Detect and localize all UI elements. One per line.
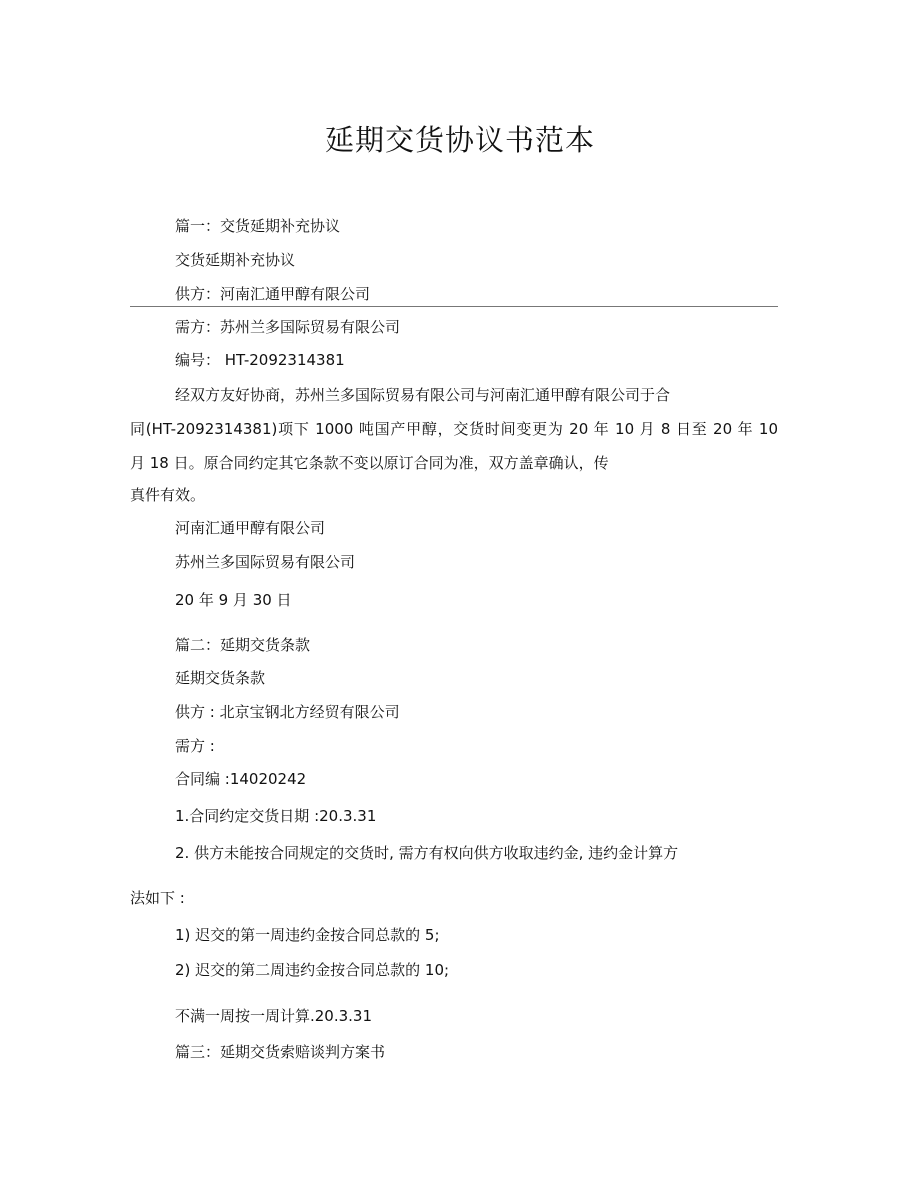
penalty-week-1: 1) 迟交的第一周违约金按合同总款的 5; bbox=[175, 926, 440, 944]
section1-subtitle: 交货延期补充协议 bbox=[175, 251, 296, 269]
supplier-line: 供方：河南汇通甲醇有限公司 bbox=[175, 285, 371, 303]
penalty-note: 不满一周按一周计算.20.3.31 bbox=[175, 1007, 373, 1025]
page-title: 延期交货协议书范本 bbox=[324, 123, 595, 157]
section2-heading: 篇二：延期交货条款 bbox=[175, 636, 311, 654]
clause-2: 2. 供方未能按合同规定的交货时, 需方有权向供方收取违约金, 违约金计算方 bbox=[175, 844, 679, 862]
contract-number: 编号： HT-2092314381 bbox=[175, 351, 345, 369]
body-line-4: 真件有效。 bbox=[130, 486, 206, 504]
clause-2-continued: 法如下 : bbox=[130, 889, 185, 907]
section2-contract: 合同编 :14020242 bbox=[175, 770, 307, 788]
buyer-line: 需方：苏州兰多国际贸易有限公司 bbox=[175, 318, 401, 336]
section2-subtitle: 延期交货条款 bbox=[175, 669, 266, 687]
header-divider bbox=[130, 306, 778, 307]
clause-1: 1.合同约定交货日期 :20.3.31 bbox=[175, 807, 377, 825]
body-line-3: 月 18 日。原合同约定其它条款不变以原订合同为准，双方盖章确认，传 bbox=[130, 454, 609, 472]
section2-supplier: 供方 : 北京宝钢北方经贸有限公司 bbox=[175, 703, 400, 721]
signature-supplier: 河南汇通甲醇有限公司 bbox=[175, 519, 326, 537]
body-line-1: 经双方友好协商，苏州兰多国际贸易有限公司与河南汇通甲醇有限公司于合 bbox=[175, 386, 671, 404]
section2-buyer: 需方 : bbox=[175, 737, 215, 755]
section3-heading: 篇三：延期交货索赔谈判方案书 bbox=[175, 1043, 386, 1061]
section1-heading: 篇一：交货延期补充协议 bbox=[175, 217, 341, 235]
penalty-week-2: 2) 迟交的第二周违约金按合同总款的 10; bbox=[175, 961, 450, 979]
signature-date: 20 年 9 月 30 日 bbox=[175, 591, 292, 609]
body-line-2: 同(HT-2092314381)项下 1000 吨国产甲醇，交货时间变更为 20 年 10 月 8 日至 20 年 10 bbox=[130, 420, 778, 438]
signature-buyer: 苏州兰多国际贸易有限公司 bbox=[175, 553, 356, 571]
